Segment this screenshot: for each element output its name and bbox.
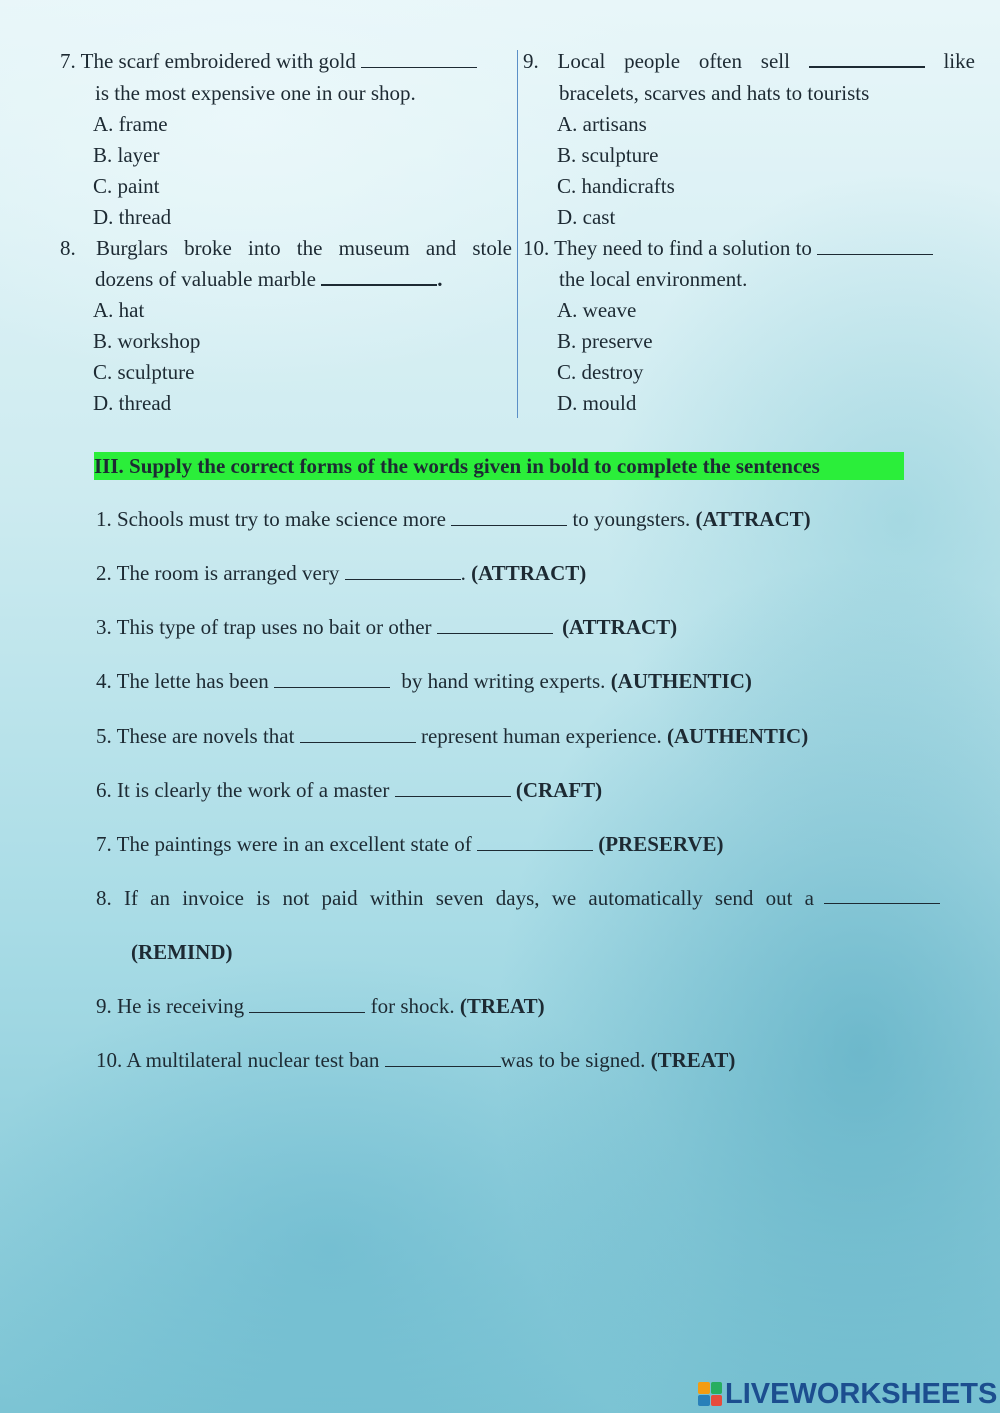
item-2-text-after: . <box>460 561 466 585</box>
q9-option-c[interactable]: C. handicrafts <box>557 174 675 198</box>
word-form-item-6 <box>96 775 602 806</box>
q8-number: 8. <box>60 236 76 260</box>
item-9-blank[interactable] <box>249 992 365 1013</box>
word-form-item-2 <box>96 558 586 589</box>
q8-period: . <box>437 267 443 291</box>
item-6-text: 6. It is clearly the work of a master <box>96 778 390 802</box>
item-1-text: 1. Schools must try to make science more <box>96 507 446 531</box>
item-1-keyword: (ATTRACT) <box>695 507 811 531</box>
item-4-text-after: by hand writing experts. <box>401 669 606 693</box>
q8-line2 <box>95 264 443 295</box>
item-5-blank[interactable] <box>300 722 416 743</box>
q9-word-1: Local <box>557 49 606 73</box>
item-2-text: 2. The room is arranged very <box>96 561 340 585</box>
q9-word-4: sell <box>760 49 790 73</box>
q9-option-d[interactable]: D. cast <box>557 205 616 229</box>
item-4-text: 4. The lette has been <box>96 669 269 693</box>
item-9-text: 9. He is receiving <box>96 994 245 1018</box>
logo-tile-e <box>711 1395 723 1407</box>
q8-blank[interactable] <box>321 264 437 286</box>
q9-text-2: bracelets, scarves and hats to tourists <box>559 81 870 105</box>
q7-option-b[interactable]: B. layer <box>93 143 160 167</box>
word-form-item-4 <box>96 666 752 697</box>
q10-option-b[interactable]: B. preserve <box>557 329 653 353</box>
q9-number: 9. <box>523 49 539 73</box>
q7-text-1: The scarf embroidered with gold <box>80 49 356 73</box>
q7-option-a[interactable]: A. frame <box>93 112 168 136</box>
q8-text-1: Burglars broke into the museum and stole <box>96 236 512 260</box>
word-form-item-3 <box>96 612 677 643</box>
item-3-text: 3. This type of trap uses no bait or other <box>96 615 432 639</box>
item-8-keyword: (REMIND) <box>131 940 233 964</box>
logo-tile-v <box>698 1395 710 1407</box>
q8-option-b[interactable]: B. workshop <box>93 329 201 353</box>
item-10-blank[interactable] <box>385 1046 501 1067</box>
item-4-blank[interactable] <box>274 667 390 688</box>
section-3-heading: III. Supply the correct forms of the words given in bold to complete the sentences <box>94 452 904 480</box>
q8-line1 <box>60 233 512 264</box>
q10-option-a[interactable]: A. weave <box>557 298 637 322</box>
item-3-blank[interactable] <box>437 613 553 634</box>
item-9-text-after: for shock. <box>370 994 455 1018</box>
q7-option-c[interactable]: C. paint <box>93 174 160 198</box>
q10-number: 10. <box>523 236 550 260</box>
logo-tile-l <box>698 1382 710 1394</box>
q10-blank[interactable] <box>817 234 933 255</box>
item-5-text: 5. These are novels that <box>96 724 295 748</box>
q9-blank[interactable] <box>809 46 925 68</box>
q8-option-c[interactable]: C. sculpture <box>93 360 195 384</box>
q8-option-d[interactable]: D. thread <box>93 391 172 415</box>
q8-text-2: dozens of valuable marble <box>95 267 316 291</box>
item-9-keyword: (TREAT) <box>459 994 545 1018</box>
item-7-blank[interactable] <box>477 830 593 851</box>
item-5-text-after: represent human experience. <box>420 724 662 748</box>
q9-word-3: often <box>698 49 742 73</box>
q10-text-1: They need to find a solution to <box>554 236 812 260</box>
item-3-keyword: (ATTRACT) <box>562 615 678 639</box>
item-1-blank[interactable] <box>451 505 567 526</box>
q8-option-a[interactable]: A. hat <box>93 298 145 322</box>
logo-tile-i <box>711 1382 723 1394</box>
item-10-text-after: was to be signed. <box>500 1048 646 1072</box>
q7-text-2: is the most expensive one in our shop. <box>95 81 416 105</box>
item-8-text: 8. If an invoice is not paid within seven days, we automatically send out a <box>96 886 814 910</box>
q9-line1 <box>523 46 975 77</box>
item-6-blank[interactable] <box>395 776 511 797</box>
liveworksheets-logo[interactable] <box>698 1378 997 1410</box>
logo-text: LIVEWORKSHEETS <box>725 1377 998 1410</box>
word-form-item-7 <box>96 829 724 860</box>
item-4-keyword: (AUTHENTIC) <box>610 669 752 693</box>
column-divider <box>517 50 518 418</box>
liveworksheets-logo-icon <box>698 1382 722 1406</box>
item-10-text: 10. A multilateral nuclear test ban <box>96 1048 380 1072</box>
q9-word-2: people <box>624 49 681 73</box>
item-2-blank[interactable] <box>345 559 461 580</box>
q10-text-2: the local environment. <box>559 267 748 291</box>
item-2-keyword: (ATTRACT) <box>471 561 587 585</box>
q9-word-like: like <box>943 49 975 73</box>
q9-option-b[interactable]: B. sculpture <box>557 143 659 167</box>
item-6-keyword: (CRAFT) <box>515 778 603 802</box>
q7-blank[interactable] <box>361 47 477 68</box>
q9-option-a[interactable]: A. artisans <box>557 112 647 136</box>
item-5-keyword: (AUTHENTIC) <box>667 724 809 748</box>
word-form-item-8 <box>96 883 940 914</box>
word-form-item-5 <box>96 721 808 752</box>
word-form-item-10 <box>96 1045 735 1076</box>
q10-line1 <box>523 233 933 264</box>
item-1-text-after: to youngsters. <box>572 507 691 531</box>
word-form-item-1 <box>96 504 811 535</box>
item-10-keyword: (TREAT) <box>650 1048 736 1072</box>
q10-option-d[interactable]: D. mould <box>557 391 637 415</box>
item-8-blank[interactable] <box>824 883 940 904</box>
word-form-item-9 <box>96 991 545 1022</box>
q7-option-d[interactable]: D. thread <box>93 205 172 229</box>
q10-option-c[interactable]: C. destroy <box>557 360 644 384</box>
q7-line1 <box>60 46 477 77</box>
q7-number: 7. <box>60 49 76 73</box>
item-7-text: 7. The paintings were in an excellent state of <box>96 832 472 856</box>
item-7-keyword: (PRESERVE) <box>598 832 724 856</box>
